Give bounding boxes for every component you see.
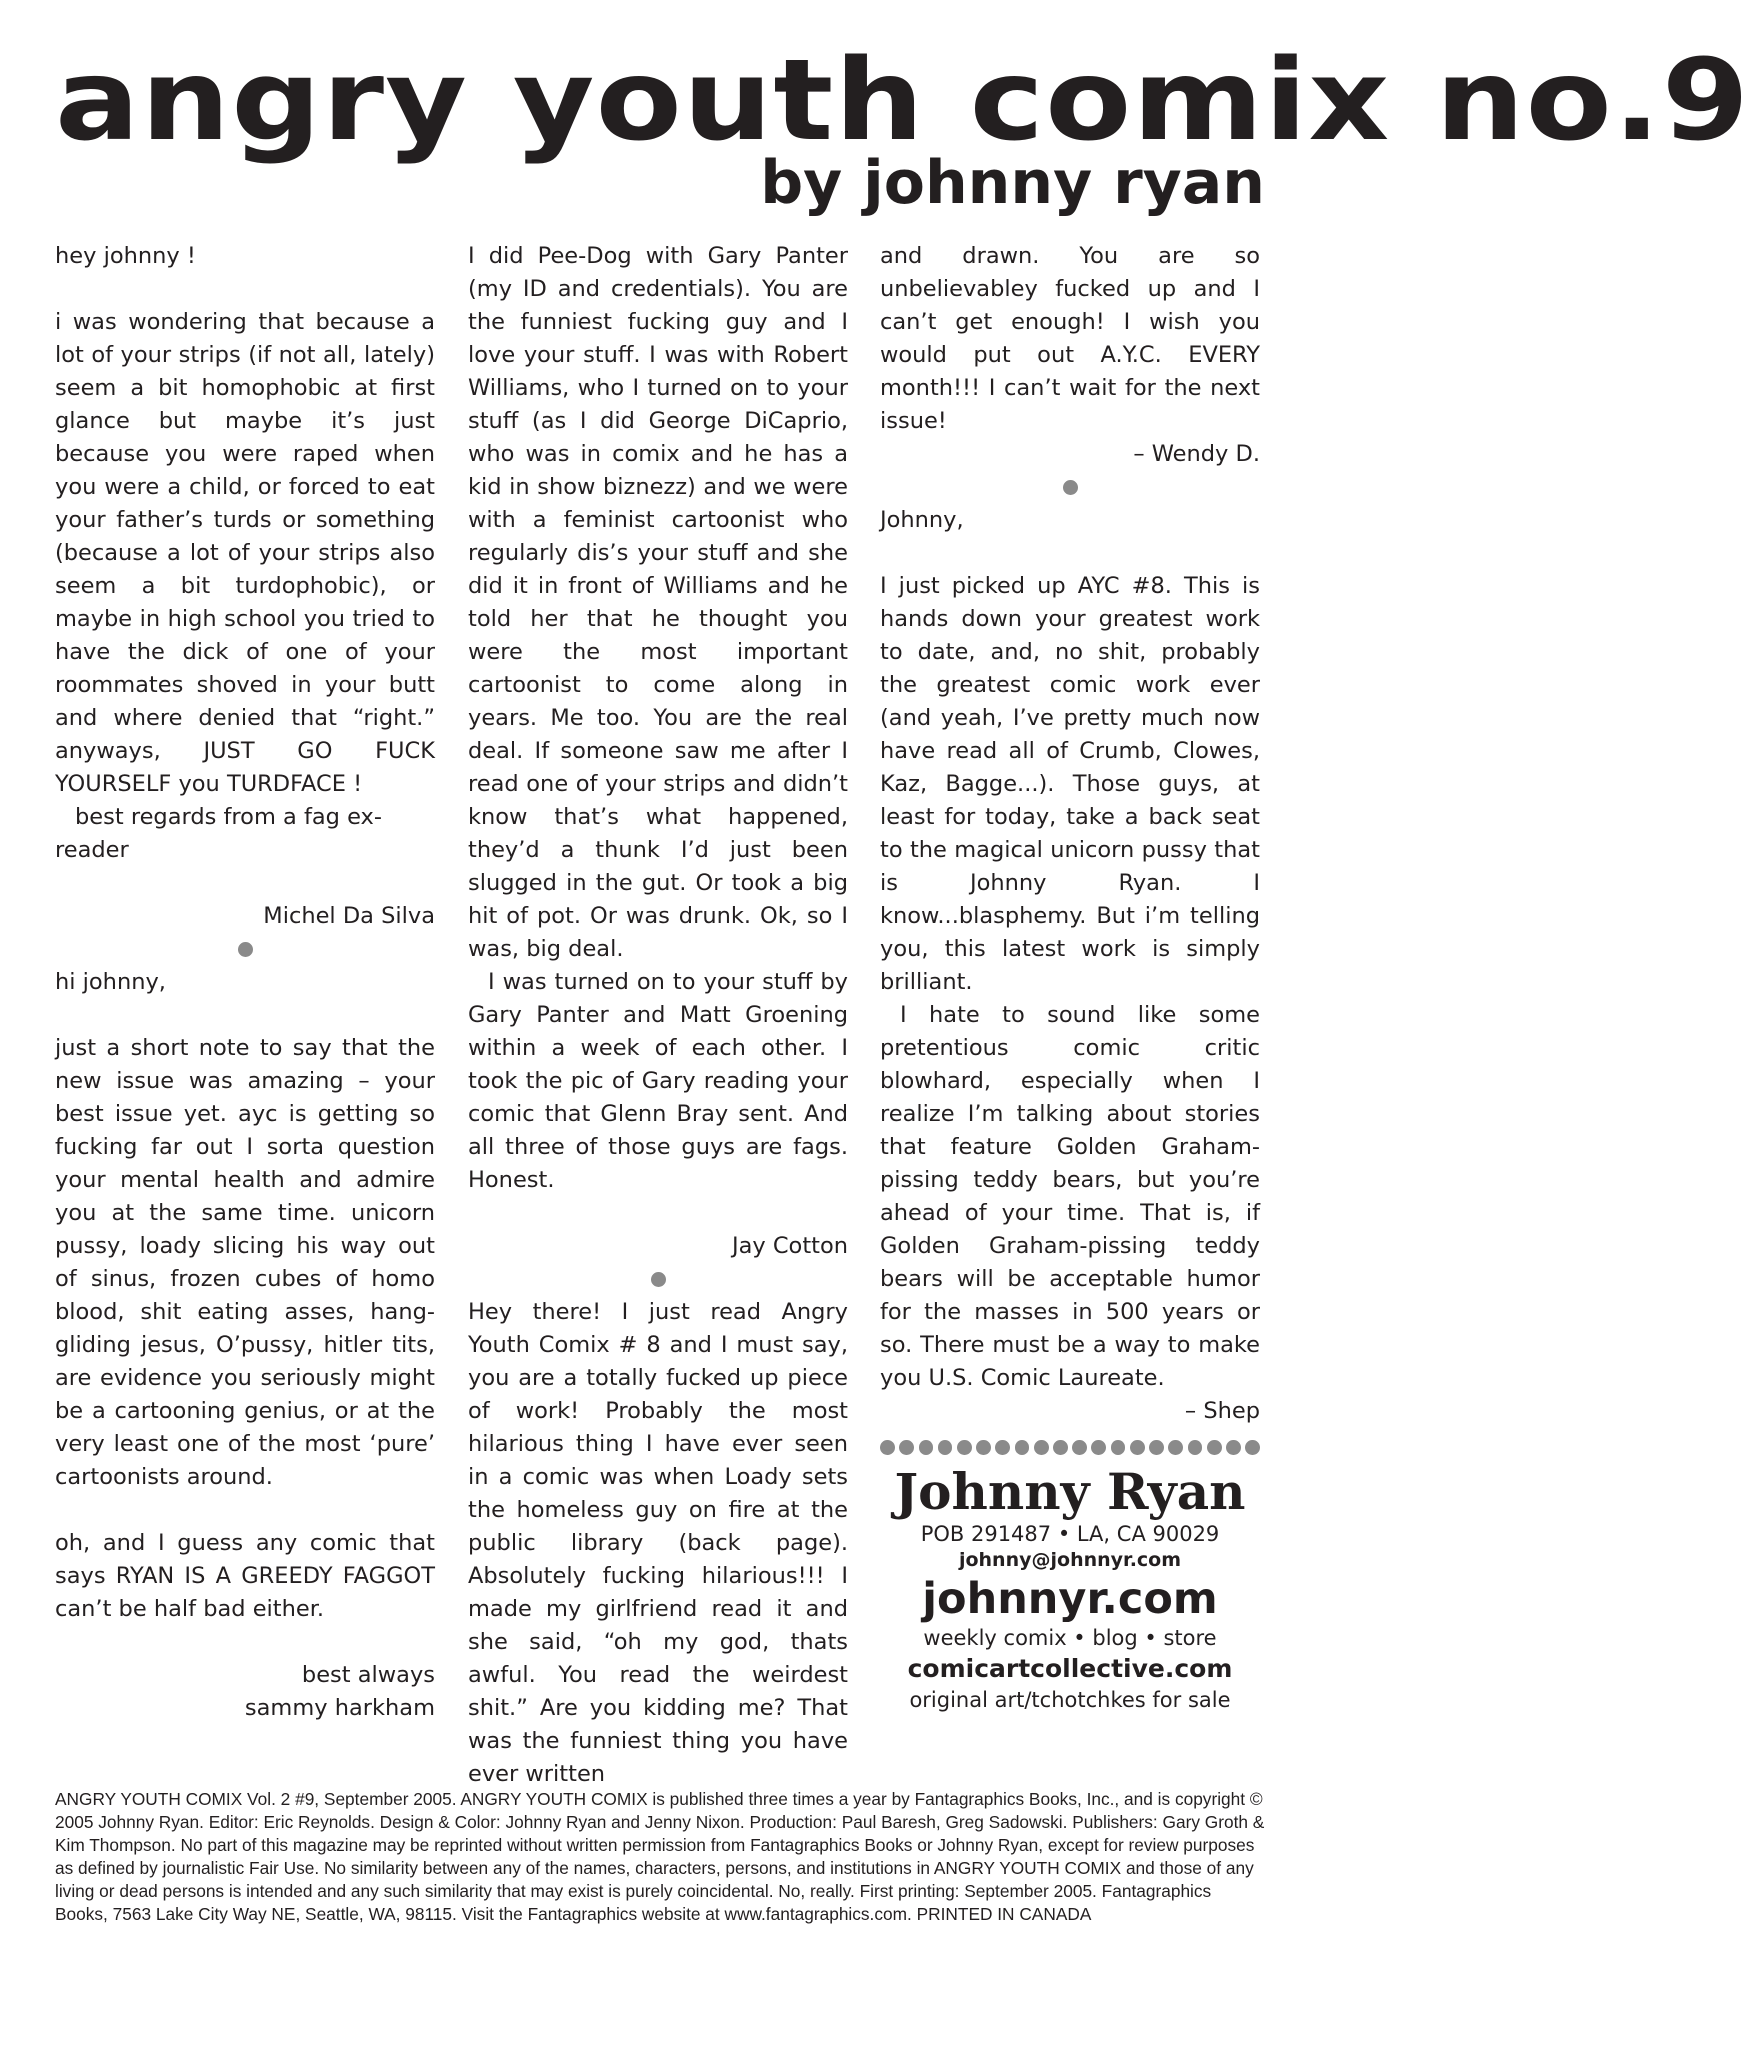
letter-2-closing: best always (301, 1662, 435, 1688)
letter-3-signature: Jay Cotton (731, 1233, 848, 1259)
separator-dot (238, 942, 253, 957)
column-1 (55, 240, 435, 1725)
letter-1-body: i was wondering that because a lot of your strips (if not all, lately) seem a bit homophobic at first glance but maybe it’s just because you were raped when you were a child, or forced to eat your father’s turds or something (because a lot of your strips also seem a bit turdophobic), or maybe in high school you tried to have the dick of one of your roommates shoved in your butt and where denied that “right.” anyways, JUST GO FUCK YOURSELF you TURDFACE ! (55, 309, 435, 797)
art-website-link[interactable]: comicartcollective.com (907, 1654, 1233, 1683)
separator-dot (1063, 480, 1078, 495)
letter-4-body: Hey there! I just read Angry Youth Comix # 8 and I must say, you are a totally fucked up piece of work! Probably the most hilarious thing I have ever seen in a comic was when Loady sets the homeless guy on fire at the public library (back page). Absolutely fucking hilarious!!! I made my girlfriend read it and she said, “oh my god, thats awful. You read the weirdest shit.” Are you kidding me? That was the funniest thing you have ever written (468, 1299, 848, 1787)
letter-1-salutation: hey johnny ! (55, 243, 196, 269)
letter-4-body-continued: and drawn. You are so unbelievabley fucked up and I can’t get enough! I wish you would put out A.Y.C. EVERY month!!! I can’t wait for the next issue! (880, 243, 1260, 434)
letter-2-body: just a short note to say that the new issue was amazing – your best issue yet. ayc is getting so fucking far out I sorta question your mental health and admire you at the same time. unicorn pussy, loady slicing his way out of sinus, frozen cubes of homo blood, shit eating asses, hang-gliding jesus, O’pussy, hitler tits, are evidence you seriously might be a cartooning genius, or at the very least one of the most ‘pure’ cartoonists around. (55, 1035, 435, 1490)
website-link[interactable]: johnnyr.com (922, 1574, 1218, 1624)
letter-1-closing: best regards from a fag ex-reader (55, 804, 382, 863)
contact-name: Johnny Ryan (894, 1462, 1246, 1521)
letter-3-body-2: I was turned on to your stuff by Gary Panter and Matt Groening within a week of each other. I took the pic of Gary reading your comic that Glenn Bray sent. And all three of those guys are fags. Honest. (468, 969, 848, 1193)
contact-email[interactable]: johnny@johnnyr.com (958, 1549, 1182, 1571)
art-website-description: original art/tchotchkes for sale (909, 1688, 1231, 1712)
masthead (55, 36, 1750, 218)
column-3 (880, 240, 1260, 1713)
byline: by johnny ryan (760, 148, 1265, 218)
website-description: weekly comix • blog • store (923, 1626, 1217, 1650)
letter-2-body-2: oh, and I guess any comic that says RYAN IS A GREEDY FAGGOT can’t be half bad either. (55, 1530, 435, 1622)
letter-4-signature: – Wendy D. (1133, 441, 1260, 467)
separator-dot (651, 1272, 666, 1287)
dot-divider (880, 1440, 1260, 1455)
letter-2-salutation: hi johnny, (55, 969, 166, 995)
letter-2-signature: sammy harkham (244, 1695, 435, 1721)
letter-5-salutation: Johnny, (880, 507, 964, 533)
letter-3-body: I did Pee-Dog with Gary Panter (my ID and credentials). You are the funniest fucking guy and I love your stuff. I was with Robert Williams, who I turned on to your stuff (as I did George DiCaprio, who was in comix and he has a kid in show biznezz) and we were with a feminist cartoonist who regularly dis’s your stuff and she did it in front of Williams and he told her that he thought you were the most important cartoonist to come along in years. Me too. You are the real deal. If someone saw me after I read one of your strips and didn’t know that’s what happened, they’d a thunk I’d just been slugged in the gut. Or took a big hit of pot. Or was drunk. Ok, so I was, big deal. (468, 243, 848, 962)
comic-title: angry youth comix no.9 (55, 36, 1750, 166)
contact-block (880, 1463, 1260, 1713)
contact-address: POB 291487 • LA, CA 90029 (920, 1522, 1220, 1546)
indicia: ANGRY YOUTH COMIX Vol. 2 #9, September 2005. ANGRY YOUTH COMIX is published three times a year by Fantagraphics Books, Inc., and is copyright © 2005 Johnny Ryan. Editor: Eric Reynolds. Design & Color: Johnny Ryan and Jenny Nixon. Production: Paul Baresh, Greg Sadowski. Publishers: Gary Groth & Kim Thompson. No part of this magazine may be reprinted without written permission from Fantagraphics Books or Johnny Ryan, except for review purposes as defined by journalistic Fair Use. No similarity between any of the names, characters, persons, and institutions in ANGRY YOUTH COMIX and those of any living or dead persons is intended and any such similarity that may exist is purely coincidental. No, really. First printing: September 2005. Fantagraphics Books, 7563 Lake City Way NE, Seattle, WA, 98115. Visit the Fantagraphics website at www.fantagraphics.com. PRINTED IN CANADA (55, 1789, 1265, 1924)
letter-5-body-2: I hate to sound like some pretentious comic critic blowhard, especially when I realize I’m talking about stories that feature Golden Graham-pissing teddy bears, but you’re ahead of your time. That is, if Golden Graham-pissing teddy bears will be acceptable humor for the masses in 500 years or so. There must be a way to make you U.S. Comic Laureate. (880, 1002, 1260, 1391)
letter-5-body: I just picked up AYC #8. This is hands down your greatest work to date, and, no shit, probably the greatest comic work ever (and yeah, I’ve pretty much now have read all of Crumb, Clowes, Kaz, Bagge...). Those guys, at least for today, take a back seat to the magical unicorn pussy that is Johnny Ryan. I know...blasphemy. But i’m telling you, this latest work is simply brilliant. (880, 573, 1260, 995)
letter-1-signature: Michel Da Silva (263, 903, 435, 929)
letter-5-signature: – Shep (1184, 1398, 1260, 1424)
column-2 (468, 240, 848, 1791)
